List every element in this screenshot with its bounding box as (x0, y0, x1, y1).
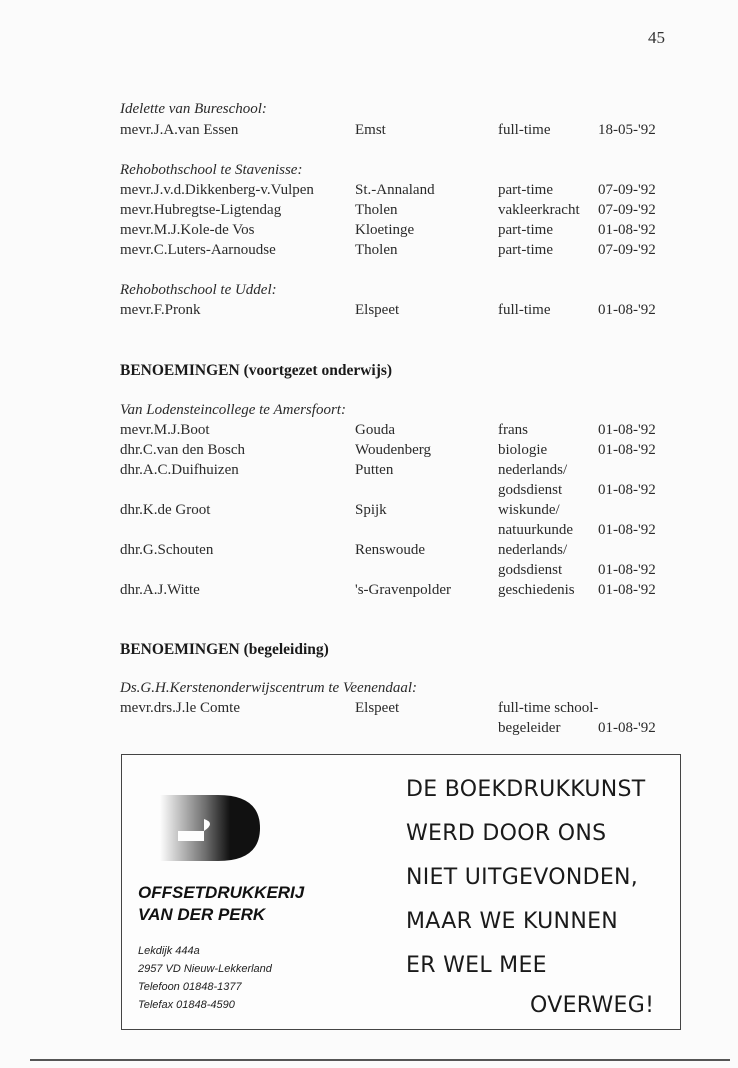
name-cell: dhr.G.Schouten (120, 542, 214, 558)
date-cell: 01-08-'92 (598, 302, 656, 318)
school-heading: Rehobothschool te Stavenisse: (120, 162, 303, 178)
company-logo (160, 793, 270, 863)
slogan-line: DE BOEKDRUKKUNST (406, 777, 646, 802)
table-row (120, 242, 680, 262)
name-cell: mevr.F.Pronk (120, 302, 201, 318)
table-row (120, 442, 680, 462)
address-line: Telefax 01848-4590 (138, 999, 235, 1011)
place-cell: Renswoude (355, 542, 425, 558)
slogan-line: OVERWEG! (530, 993, 655, 1018)
address-line: Lekdijk 444a (138, 945, 200, 957)
type-cell: begeleider (498, 720, 561, 736)
date-cell: 01-08-'92 (598, 720, 656, 736)
table-row (120, 542, 680, 562)
date-cell: 18-05-'92 (598, 122, 656, 138)
subject-cell: godsdienst (498, 562, 563, 578)
subject-cell: godsdienst (498, 482, 563, 498)
address-line: Telefoon 01848-1377 (138, 981, 242, 993)
place-cell: Tholen (355, 242, 398, 258)
date-cell: 01-08-'92 (598, 222, 656, 238)
name-cell: mevr.M.J.Boot (120, 422, 210, 438)
table-row (120, 422, 680, 442)
date-cell: 01-08-'92 (598, 582, 656, 598)
place-cell: 's-Gravenpolder (355, 582, 451, 598)
slogan-line: MAAR WE KUNNEN (406, 909, 619, 934)
name-cell: mevr.J.A.van Essen (120, 122, 239, 138)
name-cell: dhr.K.de Groot (120, 502, 211, 518)
date-cell: 01-08-'92 (598, 422, 656, 438)
subject-cell: nederlands/ (498, 542, 568, 558)
subject-cell: biologie (498, 442, 548, 458)
type-cell: part-time (498, 222, 553, 238)
name-cell: mevr.drs.J.le Comte (120, 700, 240, 716)
name-cell: mevr.Hubregtse-Ligtendag (120, 202, 282, 218)
bottom-rule (30, 1059, 730, 1061)
table-row (120, 700, 680, 720)
type-cell: full-time (498, 302, 551, 318)
table-row (120, 222, 680, 242)
section-heading: BENOEMINGEN (begeleiding) (120, 641, 329, 658)
school-heading: Van Lodensteincollege te Amersfoort: (120, 402, 346, 418)
place-cell: Putten (355, 462, 394, 478)
slogan-line: WERD DOOR ONS (406, 821, 607, 846)
date-cell: 07-09-'92 (598, 182, 656, 198)
table-row (120, 202, 680, 222)
table-row (120, 462, 680, 482)
school-heading: Idelette van Bureschool: (120, 101, 267, 117)
school-heading: Ds.G.H.Kerstenonderwijscentrum te Veenendaal: (120, 680, 418, 696)
date-cell: 01-08-'92 (598, 562, 656, 578)
name-cell: mevr.C.Luters-Aarnoudse (120, 242, 276, 258)
subject-cell: natuurkunde (498, 522, 573, 538)
subject-cell: geschiedenis (498, 582, 575, 598)
advertisement (121, 754, 681, 1030)
type-cell: part-time (498, 242, 553, 258)
place-cell: Elspeet (355, 700, 400, 716)
type-cell: vakleerkracht (498, 202, 580, 218)
table-row (120, 582, 680, 602)
table-row (120, 182, 680, 202)
place-cell: Emst (355, 122, 386, 138)
name-cell: mevr.M.J.Kole-de Vos (120, 222, 255, 238)
table-row (120, 122, 680, 142)
place-cell: Tholen (355, 202, 398, 218)
date-cell: 01-08-'92 (598, 482, 656, 498)
subject-cell: wiskunde/ (498, 502, 560, 518)
date-cell: 01-08-'92 (598, 522, 656, 538)
slogan-line: ER WEL MEE (406, 953, 547, 978)
place-cell: Spijk (355, 502, 387, 518)
name-cell: mevr.J.v.d.Dikkenberg-v.Vulpen (120, 182, 314, 198)
date-cell: 07-09-'92 (598, 242, 656, 258)
table-row (120, 562, 680, 582)
type-cell: full-time school- (498, 700, 599, 716)
page-number: 45 (648, 28, 665, 47)
table-row (120, 522, 680, 542)
section-heading: BENOEMINGEN (voortgezet onderwijs) (120, 362, 393, 379)
type-cell: part-time (498, 182, 553, 198)
type-cell: full-time (498, 122, 551, 138)
name-cell: dhr.C.van den Bosch (120, 442, 245, 458)
table-row (120, 502, 680, 522)
name-cell: dhr.A.C.Duifhuizen (120, 462, 239, 478)
date-cell: 01-08-'92 (598, 442, 656, 458)
place-cell: Kloetinge (355, 222, 415, 238)
table-row (120, 482, 680, 502)
subject-cell: frans (498, 422, 528, 438)
place-cell: Woudenberg (355, 442, 431, 458)
date-cell: 07-09-'92 (598, 202, 656, 218)
subject-cell: nederlands/ (498, 462, 568, 478)
company-name: VAN DER PERK (138, 905, 266, 924)
place-cell: Gouda (355, 422, 395, 438)
slogan-line: NIET UITGEVONDEN, (406, 865, 639, 890)
place-cell: Elspeet (355, 302, 400, 318)
address-line: 2957 VD Nieuw-Lekkerland (138, 963, 272, 975)
place-cell: St.-Annaland (355, 182, 435, 198)
name-cell: dhr.A.J.Witte (120, 582, 200, 598)
company-name: OFFSETDRUKKERIJ (138, 883, 305, 902)
school-heading: Rehobothschool te Uddel: (120, 282, 277, 298)
table-row (120, 720, 680, 740)
table-row (120, 302, 680, 322)
